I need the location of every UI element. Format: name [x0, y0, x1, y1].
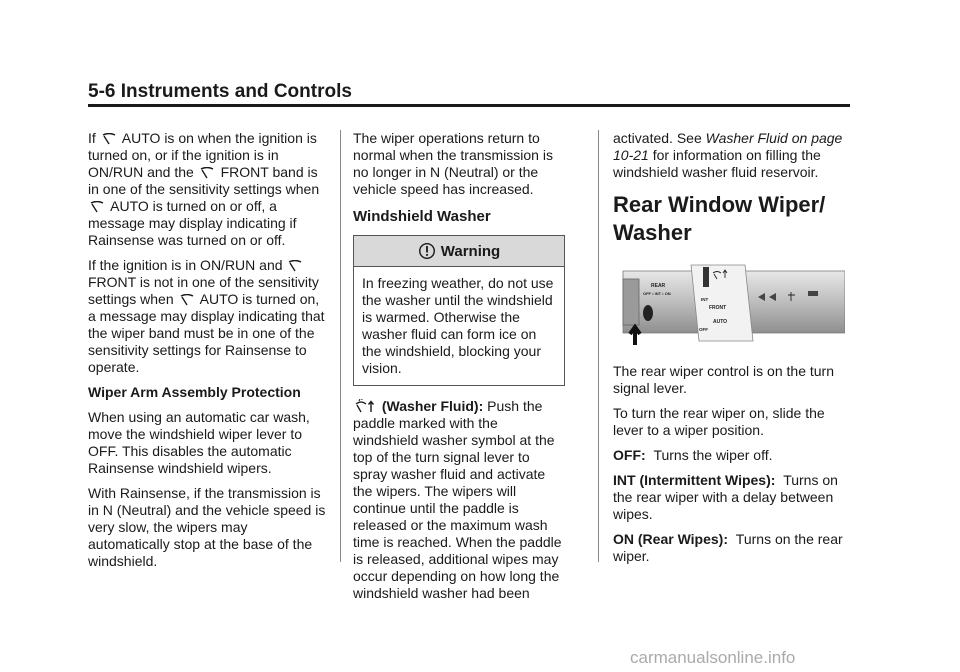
- heading-windshield-washer: Windshield Washer: [353, 208, 491, 225]
- paragraph-car-wash: When using an automatic car wash, move the windshield wiper lever to OFF. This disables the automatic Rainsense windshield wipers.: [88, 409, 310, 476]
- paragraph-turn-on-rear-wiper: To turn the rear wiper on, slide the lever to a wiper position.: [613, 405, 825, 438]
- wiper-icon: [90, 201, 104, 213]
- wiper-icon: [180, 294, 194, 306]
- paragraph-rear-wiper-control: The rear wiper control is on the turn signal lever.: [613, 363, 834, 396]
- definition-on: ON (Rear Wipes): Turns on the rear wiper.: [613, 531, 843, 564]
- wiper-icon: [288, 260, 302, 272]
- column-3: [613, 130, 845, 573]
- lever-label-off: OFF: [699, 327, 708, 332]
- watermark: carmanualsonline.info: [630, 648, 796, 667]
- warning-title: Warning: [440, 242, 501, 260]
- paragraph-front-band: If the ignition is in ON/RUN and FRONT is not in one of the sensitivity settings when AUTO is turned on, a message may display indicating that the wiper band must be in one of the sensitivity settings for Rainsense to operate.: [88, 257, 325, 375]
- paragraph-washer-fluid: [353, 398, 565, 602]
- lever-label-auto: AUTO: [713, 319, 728, 325]
- lever-label-int: INT: [701, 297, 709, 302]
- column-1: [88, 130, 328, 578]
- warning-body: [354, 267, 564, 385]
- warning-box: [353, 235, 565, 386]
- turn-signal-lever-illustration: [613, 261, 845, 351]
- washer-fluid-text: Push the paddle marked with the windshield washer symbol at the top of the turn signal lever to spray washer fluid and activate the wipers. The wipers will continue until the paddle is released or the maximum wash time is reached. When the paddle is released, additional wipes may occur depending on how long the windshield washer had been: [353, 398, 562, 601]
- heading-rear-wiper-washer: Rear Window Wiper/ Washer: [613, 192, 826, 245]
- warning-header: [354, 236, 564, 267]
- paragraph-wiper-return: The wiper operations return to normal when the transmission is no longer in N (Neutral) or the vehicle speed has increased.: [353, 130, 553, 197]
- wiper-icon: [200, 167, 214, 179]
- paragraph-rainsense-auto: If AUTO is on when the ignition is turned on, or if the ignition is in ON/RUN and the FRONT band is in one of the sensitivity settings when AUTO is turned on or off, a message may display indicating if Rainsense was turned on or off.: [88, 130, 320, 248]
- paragraph-neutral: With Rainsense, if the transmission is in N (Neutral) and the vehicle speed is very slow, the wipers may automatically stop at the base of the windshield.: [88, 485, 326, 569]
- lever-label-front: FRONT: [709, 305, 727, 311]
- column-2: [353, 130, 565, 610]
- page-title: 5-6 Instruments and Controls: [88, 81, 352, 102]
- cross-reference[interactable]: Washer Fluid on page 10-21: [613, 130, 843, 163]
- wiper-icon: [102, 133, 116, 145]
- warning-icon: [418, 242, 436, 260]
- column-divider: [598, 130, 599, 562]
- lever-label-positions: OFF • INT • ON: [643, 291, 671, 296]
- lever-label-rear: REAR: [651, 283, 666, 289]
- heading-wiper-arm-protection: Wiper Arm Assembly Protection: [88, 384, 301, 400]
- washer-icon: [355, 399, 375, 413]
- definition-int: INT (Intermittent Wipes): Turns on the rear wiper with a delay between wipes.: [613, 472, 838, 522]
- washer-fluid-label: (Washer Fluid):: [381, 398, 484, 414]
- paragraph-see-washer-fluid: activated. See Washer Fluid on page 10-21 for information on filling the windshield washer fluid reservoir.: [613, 130, 843, 180]
- warning-text: In freezing weather, do not use the washer until the windshield is warmed. Otherwise the washer fluid can form ice on the windshield, blocking your vision.: [362, 275, 554, 376]
- definition-off: OFF: Turns the wiper off.: [613, 447, 773, 463]
- page-header: [88, 80, 850, 108]
- header-rule: [88, 104, 850, 107]
- column-divider: [340, 130, 341, 562]
